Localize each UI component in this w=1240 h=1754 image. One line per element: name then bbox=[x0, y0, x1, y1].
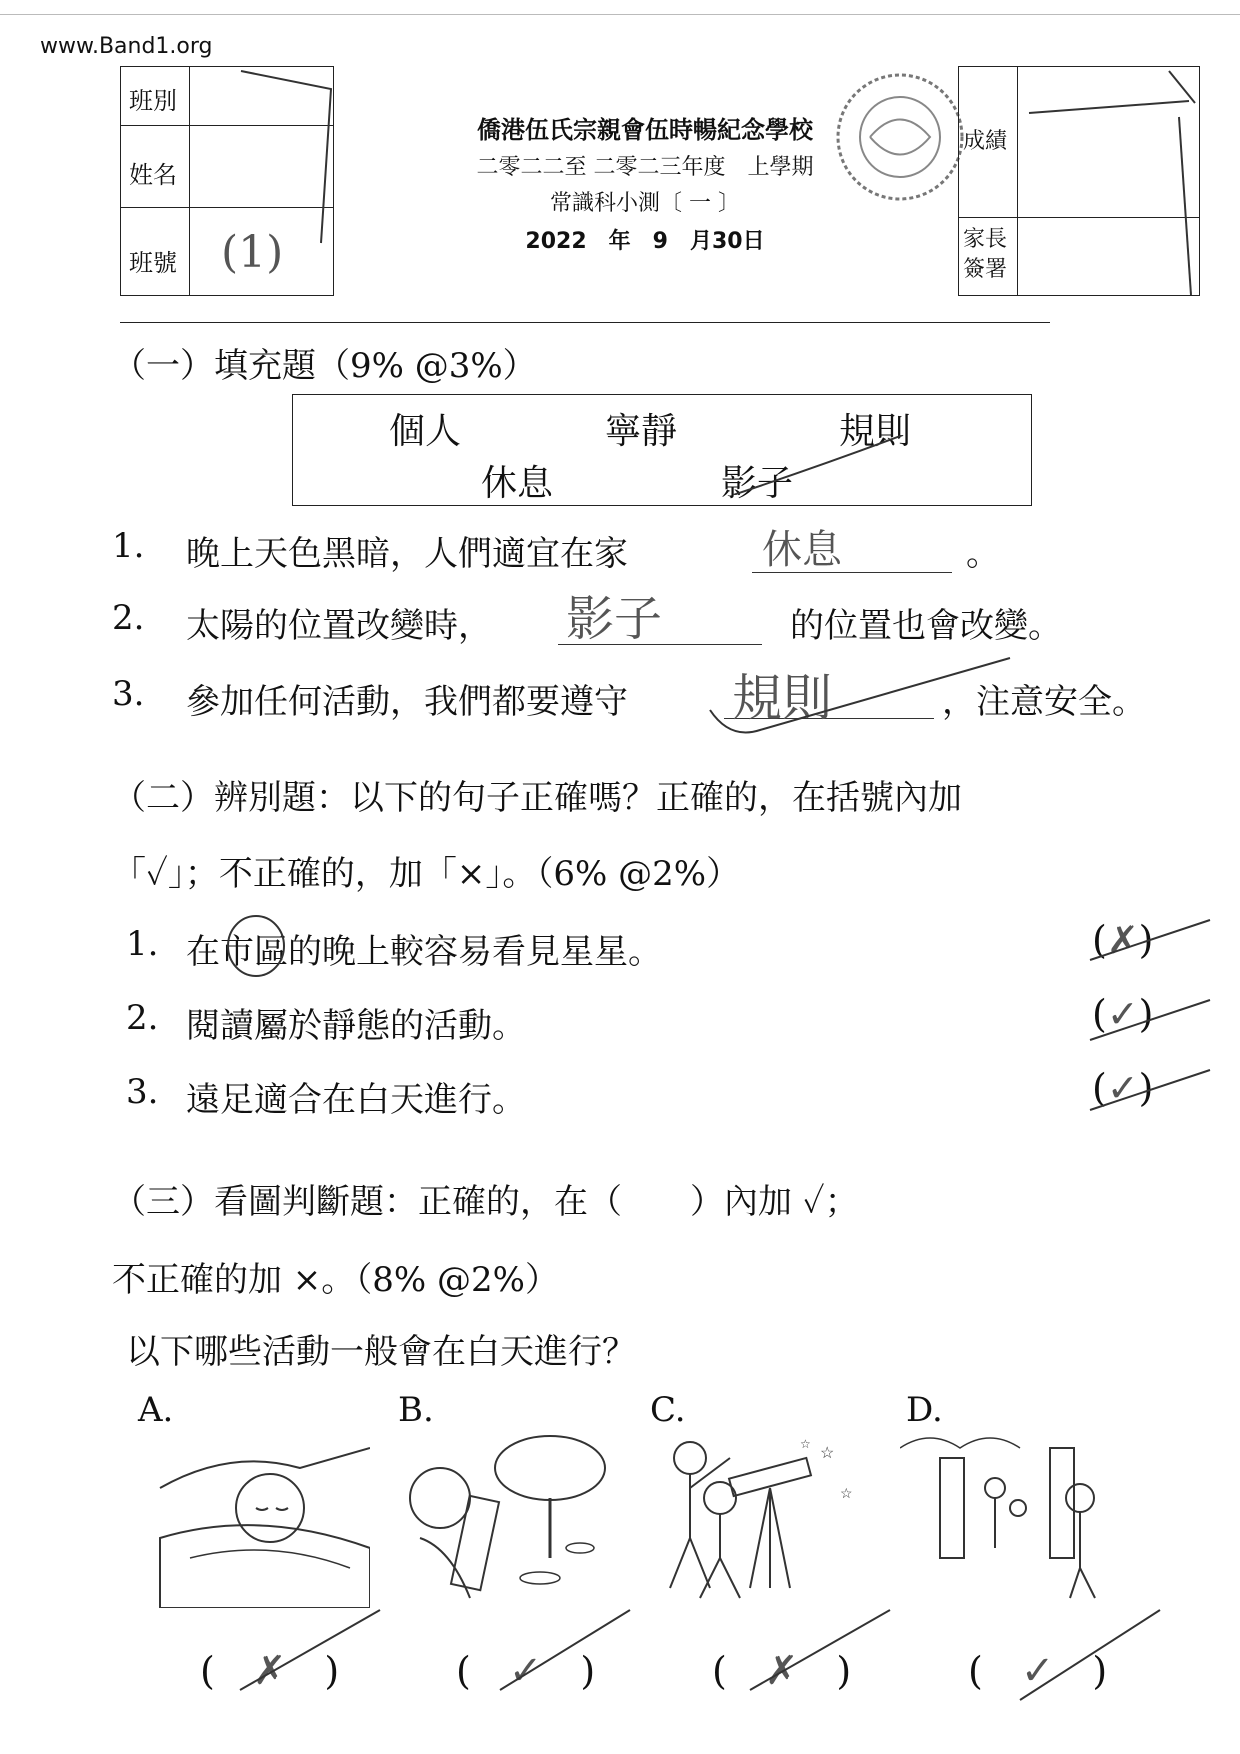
option-b-answer-box: ( ✓ ) bbox=[456, 1648, 596, 1694]
s2-q1-answer-box: (✗) bbox=[1092, 918, 1154, 962]
q3-tick-mark bbox=[700, 650, 1020, 740]
s3-tick-marks bbox=[200, 1600, 1200, 1710]
word-bank bbox=[292, 394, 1032, 506]
score-handwriting bbox=[1019, 67, 1199, 295]
parent-signature-label: 家長簽署 bbox=[963, 227, 1008, 282]
s2-q3-answer-box: (✓) bbox=[1092, 1066, 1154, 1110]
s2-q1-text: 在市區的晚上較容易看見星星。 bbox=[186, 932, 662, 972]
option-a-answer-box: ( ✗ ) bbox=[200, 1648, 340, 1694]
word-bank-item: 規則 bbox=[839, 411, 912, 452]
child-sketching-image bbox=[390, 1428, 610, 1608]
s2-q1-number: 1. bbox=[126, 924, 159, 964]
q3-number: 3. bbox=[112, 674, 145, 714]
header-divider bbox=[120, 322, 1050, 323]
section2-title-line2: 「✓」；不正確的，加「×」。（6% @2%） bbox=[112, 854, 741, 894]
strike-mark bbox=[733, 435, 913, 495]
s2-q3-answer: ✓ bbox=[1106, 1066, 1139, 1110]
q2-number: 2. bbox=[112, 598, 145, 638]
school-year: 二零二二至 二零二三年度 上學期 bbox=[476, 155, 814, 180]
test-date: 2022 年 9 月30日 bbox=[525, 229, 765, 254]
q1-text: 晚上天色黑暗，人們適宜在家 bbox=[186, 534, 628, 574]
svg-text:☆: ☆ bbox=[820, 1443, 835, 1462]
q3-answer-handwritten: 規則 bbox=[732, 669, 832, 727]
q3-end: ，注意安全。 bbox=[942, 682, 1146, 722]
teacher-circle-mark bbox=[224, 914, 288, 978]
s2-tick-marks bbox=[1080, 900, 1220, 1130]
option-c-label: C. bbox=[650, 1390, 686, 1430]
svg-text:☆: ☆ bbox=[800, 1437, 811, 1451]
svg-text:☆: ☆ bbox=[840, 1486, 853, 1502]
section3-title-line1: （三）看圖判斷題：正確的，在（ ）內加 ✓； bbox=[112, 1182, 859, 1222]
score-label: 成績 bbox=[963, 129, 1008, 154]
score-table bbox=[958, 66, 1200, 296]
name-label: 姓名 bbox=[129, 161, 177, 189]
s2-q3-number: 3. bbox=[126, 1072, 159, 1112]
school-name: 僑港伍氏宗親會伍時暢紀念學校 bbox=[477, 116, 813, 144]
word-bank-item: 影子 bbox=[721, 463, 794, 504]
option-a-label: A. bbox=[138, 1390, 174, 1430]
test-name: 常識科小測〔 一 〕 bbox=[550, 191, 740, 216]
s2-q2-answer: ✓ bbox=[1106, 992, 1139, 1036]
word-bank-item: 休息 bbox=[481, 463, 554, 504]
school-seal-icon bbox=[830, 62, 970, 212]
s2-q2-answer-box: (✓) bbox=[1092, 992, 1154, 1036]
option-d-answer: ✓ bbox=[1020, 1648, 1055, 1694]
q2-end: 的位置也會改變。 bbox=[790, 606, 1062, 646]
class-number-handwritten: (1) bbox=[221, 227, 284, 278]
section3-title-line2: 不正確的加 ×。（8% @2%） bbox=[112, 1260, 559, 1300]
s2-q3-text: 遠足適合在白天進行。 bbox=[186, 1080, 526, 1120]
section1-title: （一）填充題（9% @3%） bbox=[112, 346, 537, 386]
q2-text: 太陽的位置改變時， bbox=[186, 606, 492, 646]
s2-q2-number: 2. bbox=[126, 998, 159, 1038]
q1-number: 1. bbox=[112, 526, 145, 566]
class-label: 班別 bbox=[129, 87, 177, 115]
word-bank-item: 寧靜 bbox=[605, 411, 678, 452]
option-d-answer-box: ( ✓ ) bbox=[968, 1648, 1108, 1694]
option-a-answer: ✗ bbox=[252, 1648, 287, 1694]
q3-text: 參加任何活動，我們都要遵守 bbox=[186, 682, 628, 722]
option-b-label: B. bbox=[398, 1390, 434, 1430]
option-c-answer: ✗ bbox=[764, 1648, 799, 1694]
student-info-table bbox=[120, 66, 334, 296]
s2-q1-answer: ✗ bbox=[1106, 918, 1139, 962]
sleeping-child-image bbox=[150, 1428, 370, 1608]
option-b-answer: ✓ bbox=[508, 1648, 543, 1694]
section3-question: 以下哪些活動一般會在白天進行？ bbox=[126, 1332, 636, 1372]
top-rule bbox=[0, 14, 1240, 15]
going-to-school-image bbox=[900, 1428, 1120, 1608]
option-d-label: D. bbox=[906, 1390, 943, 1430]
q2-answer-handwritten: 影子 bbox=[566, 591, 663, 647]
redaction-sketch bbox=[201, 67, 341, 247]
q1-answer-handwritten: 休息 bbox=[762, 527, 842, 573]
section2-title-line1: （二）辨別題：以下的句子正確嗎？正確的，在括號內加 bbox=[112, 778, 962, 818]
number-label: 班號 bbox=[129, 249, 177, 277]
s2-q2-text: 閱讀屬於靜態的活動。 bbox=[186, 1006, 526, 1046]
option-c-answer-box: ( ✗ ) bbox=[712, 1648, 852, 1694]
site-watermark: www.Band1.org bbox=[40, 34, 213, 59]
stargazing-telescope-image bbox=[640, 1428, 860, 1608]
q1-end: 。 bbox=[966, 534, 1000, 574]
word-bank-item: 個人 bbox=[389, 411, 462, 452]
